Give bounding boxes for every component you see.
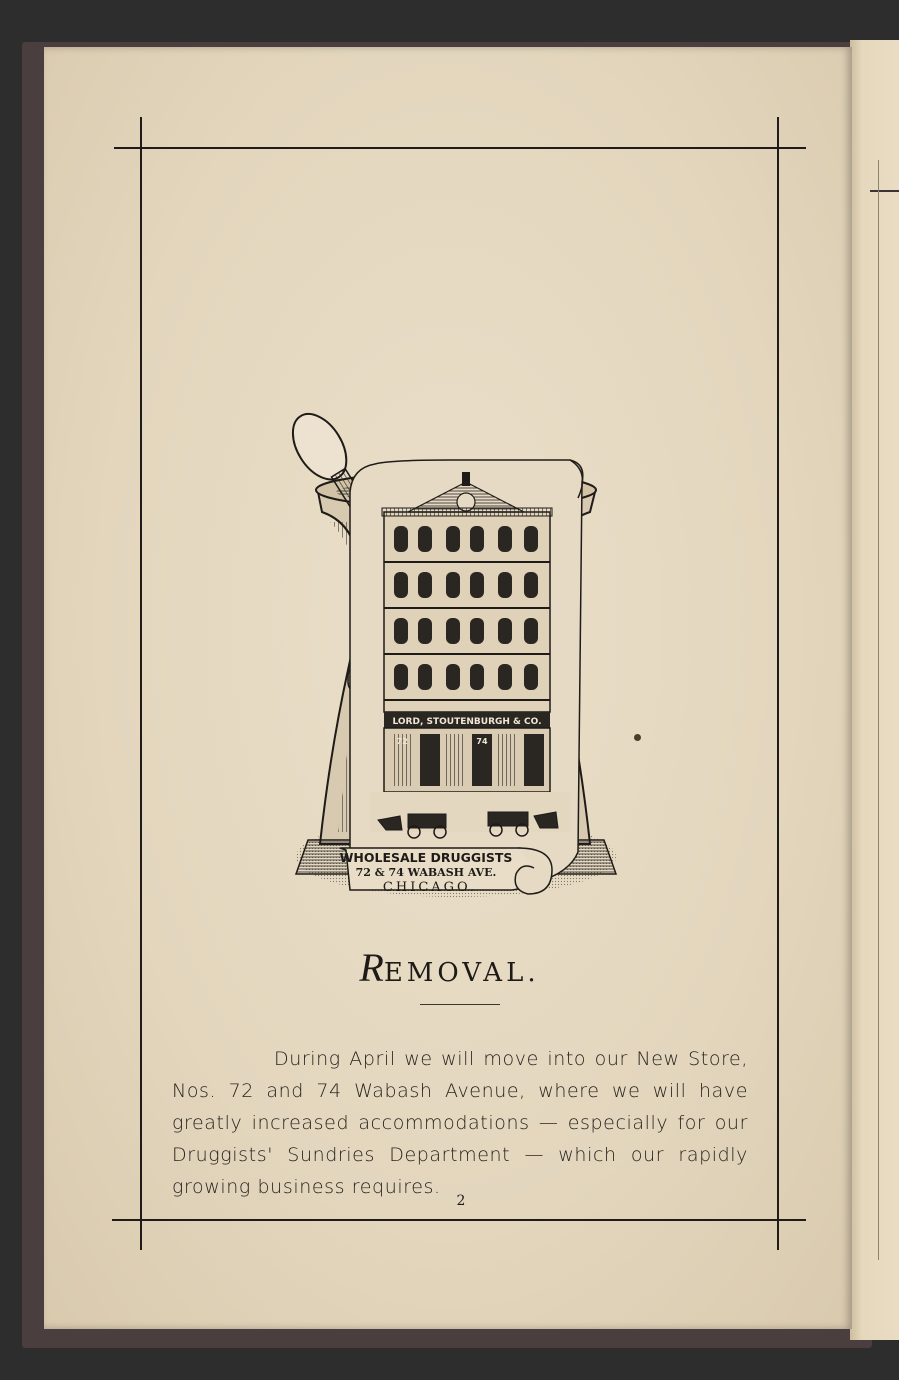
scroll-text-line2: 72 & 74 WABASH AVE. bbox=[355, 866, 497, 879]
next-page-rule bbox=[870, 190, 899, 192]
paper-stain bbox=[634, 734, 641, 741]
title-divider bbox=[420, 1004, 500, 1005]
border-bottom bbox=[112, 1219, 806, 1221]
border-right bbox=[777, 117, 779, 1250]
title-initial: R bbox=[359, 945, 384, 990]
body-paragraph: During April we will move into our New Store, Nos. 72 and 74 Wabash Avenue, where we will have greatly increased accommodations — especially for our Druggists' Sundries Department — which our rapidly growing business requires. bbox=[172, 1048, 748, 1198]
border-top bbox=[114, 147, 806, 149]
next-page-border bbox=[878, 160, 879, 1260]
page-number: 2 bbox=[456, 1193, 466, 1209]
scroll-text-line1: WHOLESALE DRUGGISTS bbox=[339, 850, 513, 865]
title-rest: EMOVAL. bbox=[383, 958, 540, 988]
next-page-edge bbox=[850, 40, 899, 1340]
scroll-text-line3: CHICAGO. bbox=[382, 880, 478, 895]
border-left bbox=[140, 117, 142, 1250]
door-number-74: 74 bbox=[476, 737, 488, 746]
door-number-72: 72 bbox=[396, 737, 408, 746]
page-title bbox=[0, 944, 899, 991]
mortar-building-illustration bbox=[290, 412, 622, 902]
building-sign: LORD, STOUTENBURGH & CO. bbox=[392, 717, 542, 727]
